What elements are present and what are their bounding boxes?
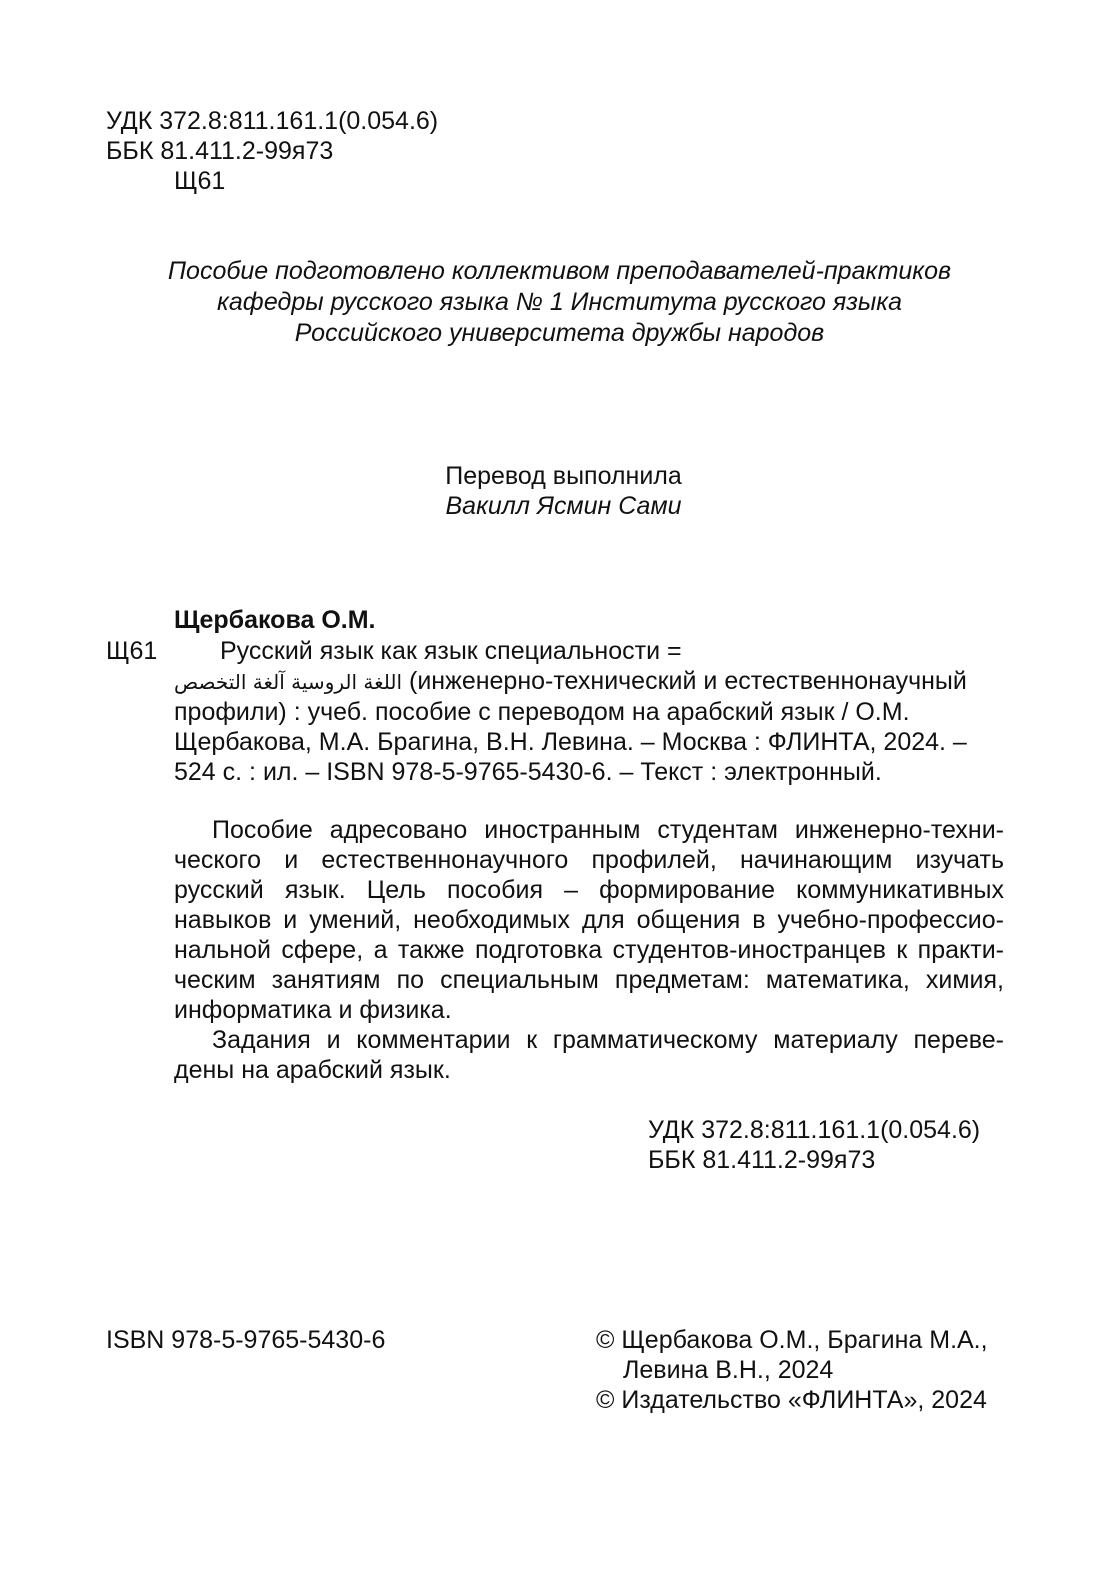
- annotation-line: Задания и комментарии к грамматическому материалу переве-: [212, 1026, 1004, 1054]
- annotation-line: информатика и физика.: [174, 996, 452, 1024]
- preparation-note-line: кафедры русского языка № 1 Института русского языка: [217, 288, 902, 316]
- entry-line-5: 524 с. : ил. – ISBN 978-5-9765-5430-6. – Текст : электронный.: [174, 758, 882, 786]
- entry-author-mark: Щ61: [106, 637, 158, 665]
- preparation-note-line: Российского университета дружбы народов: [294, 319, 825, 347]
- copyright-block: [596, 1325, 988, 1415]
- entry-author-heading: Щербакова О.М.: [174, 606, 376, 634]
- udk-code: УДК 372.8:811.161.1(0.054.6): [106, 107, 439, 135]
- annotation-line: русский язык. Цель пособия – формирование коммуникативных: [174, 876, 1004, 904]
- footer-bbk-code: ББК 81.411.2-99я73: [648, 1146, 876, 1174]
- header-classification-codes: [106, 106, 438, 196]
- translator-name: Вакилл Ясмин Сами: [445, 492, 682, 520]
- annotation-line: ческим занятиям по специальным предметам: математика, химия,: [174, 966, 1004, 994]
- annotation-line: дены на арабский язык.: [174, 1056, 451, 1084]
- author-mark: Щ61: [174, 167, 226, 195]
- annotation: [174, 815, 1004, 1085]
- entry-line-3: профили) : учеб. пособие с переводом на арабский язык / О.М.: [174, 698, 910, 726]
- translation-label: Перевод выполнила: [445, 462, 682, 490]
- entry-title-line: Русский язык как язык специальности =: [220, 637, 682, 665]
- annotation-line: навыков и умений, необходимых для общения в учебно-профессио-: [174, 906, 1004, 934]
- copyright-publisher: © Издательство «ФЛИНТА», 2024: [596, 1386, 987, 1414]
- annotation-line: нальной сфере, а также подготовка студентов-иностранцев к практи-: [174, 936, 1004, 964]
- preparation-note-line: Пособие подготовлено коллективом преподавателей-практиков: [167, 257, 952, 285]
- footer-classification-codes: [648, 1115, 980, 1175]
- copyright-authors-cont: Левина В.Н., 2024: [623, 1356, 834, 1384]
- entry-line-4: Щербакова, М.А. Брагина, В.Н. Левина. – Москва : ФЛИНТА, 2024. –: [174, 728, 967, 756]
- annotation-line: Пособие адресовано иностранным студентам инженерно-техни-: [212, 816, 1004, 844]
- annotation-line: ческого и естественнонаучного профилей, начинающим изучать: [174, 846, 1004, 874]
- bbk-code: ББК 81.411.2-99я73: [106, 137, 334, 165]
- isbn: ISBN 978-5-9765-5430-6: [106, 1326, 386, 1354]
- bibliographic-entry: [174, 636, 1004, 787]
- copyright-authors: © Щербакова О.М., Брагина М.А.,: [596, 1326, 988, 1354]
- preparation-note: [0, 256, 1119, 349]
- translation-credit: [0, 461, 1119, 521]
- entry-line-2-rest: (инженерно-технический и естественнонаучный: [402, 667, 967, 695]
- entry-line-2: [174, 666, 1004, 697]
- footer-udk-code: УДК 372.8:811.161.1(0.054.6): [648, 1116, 981, 1144]
- arabic-title: اللغة الروسية آلغة التخصص: [174, 670, 403, 694]
